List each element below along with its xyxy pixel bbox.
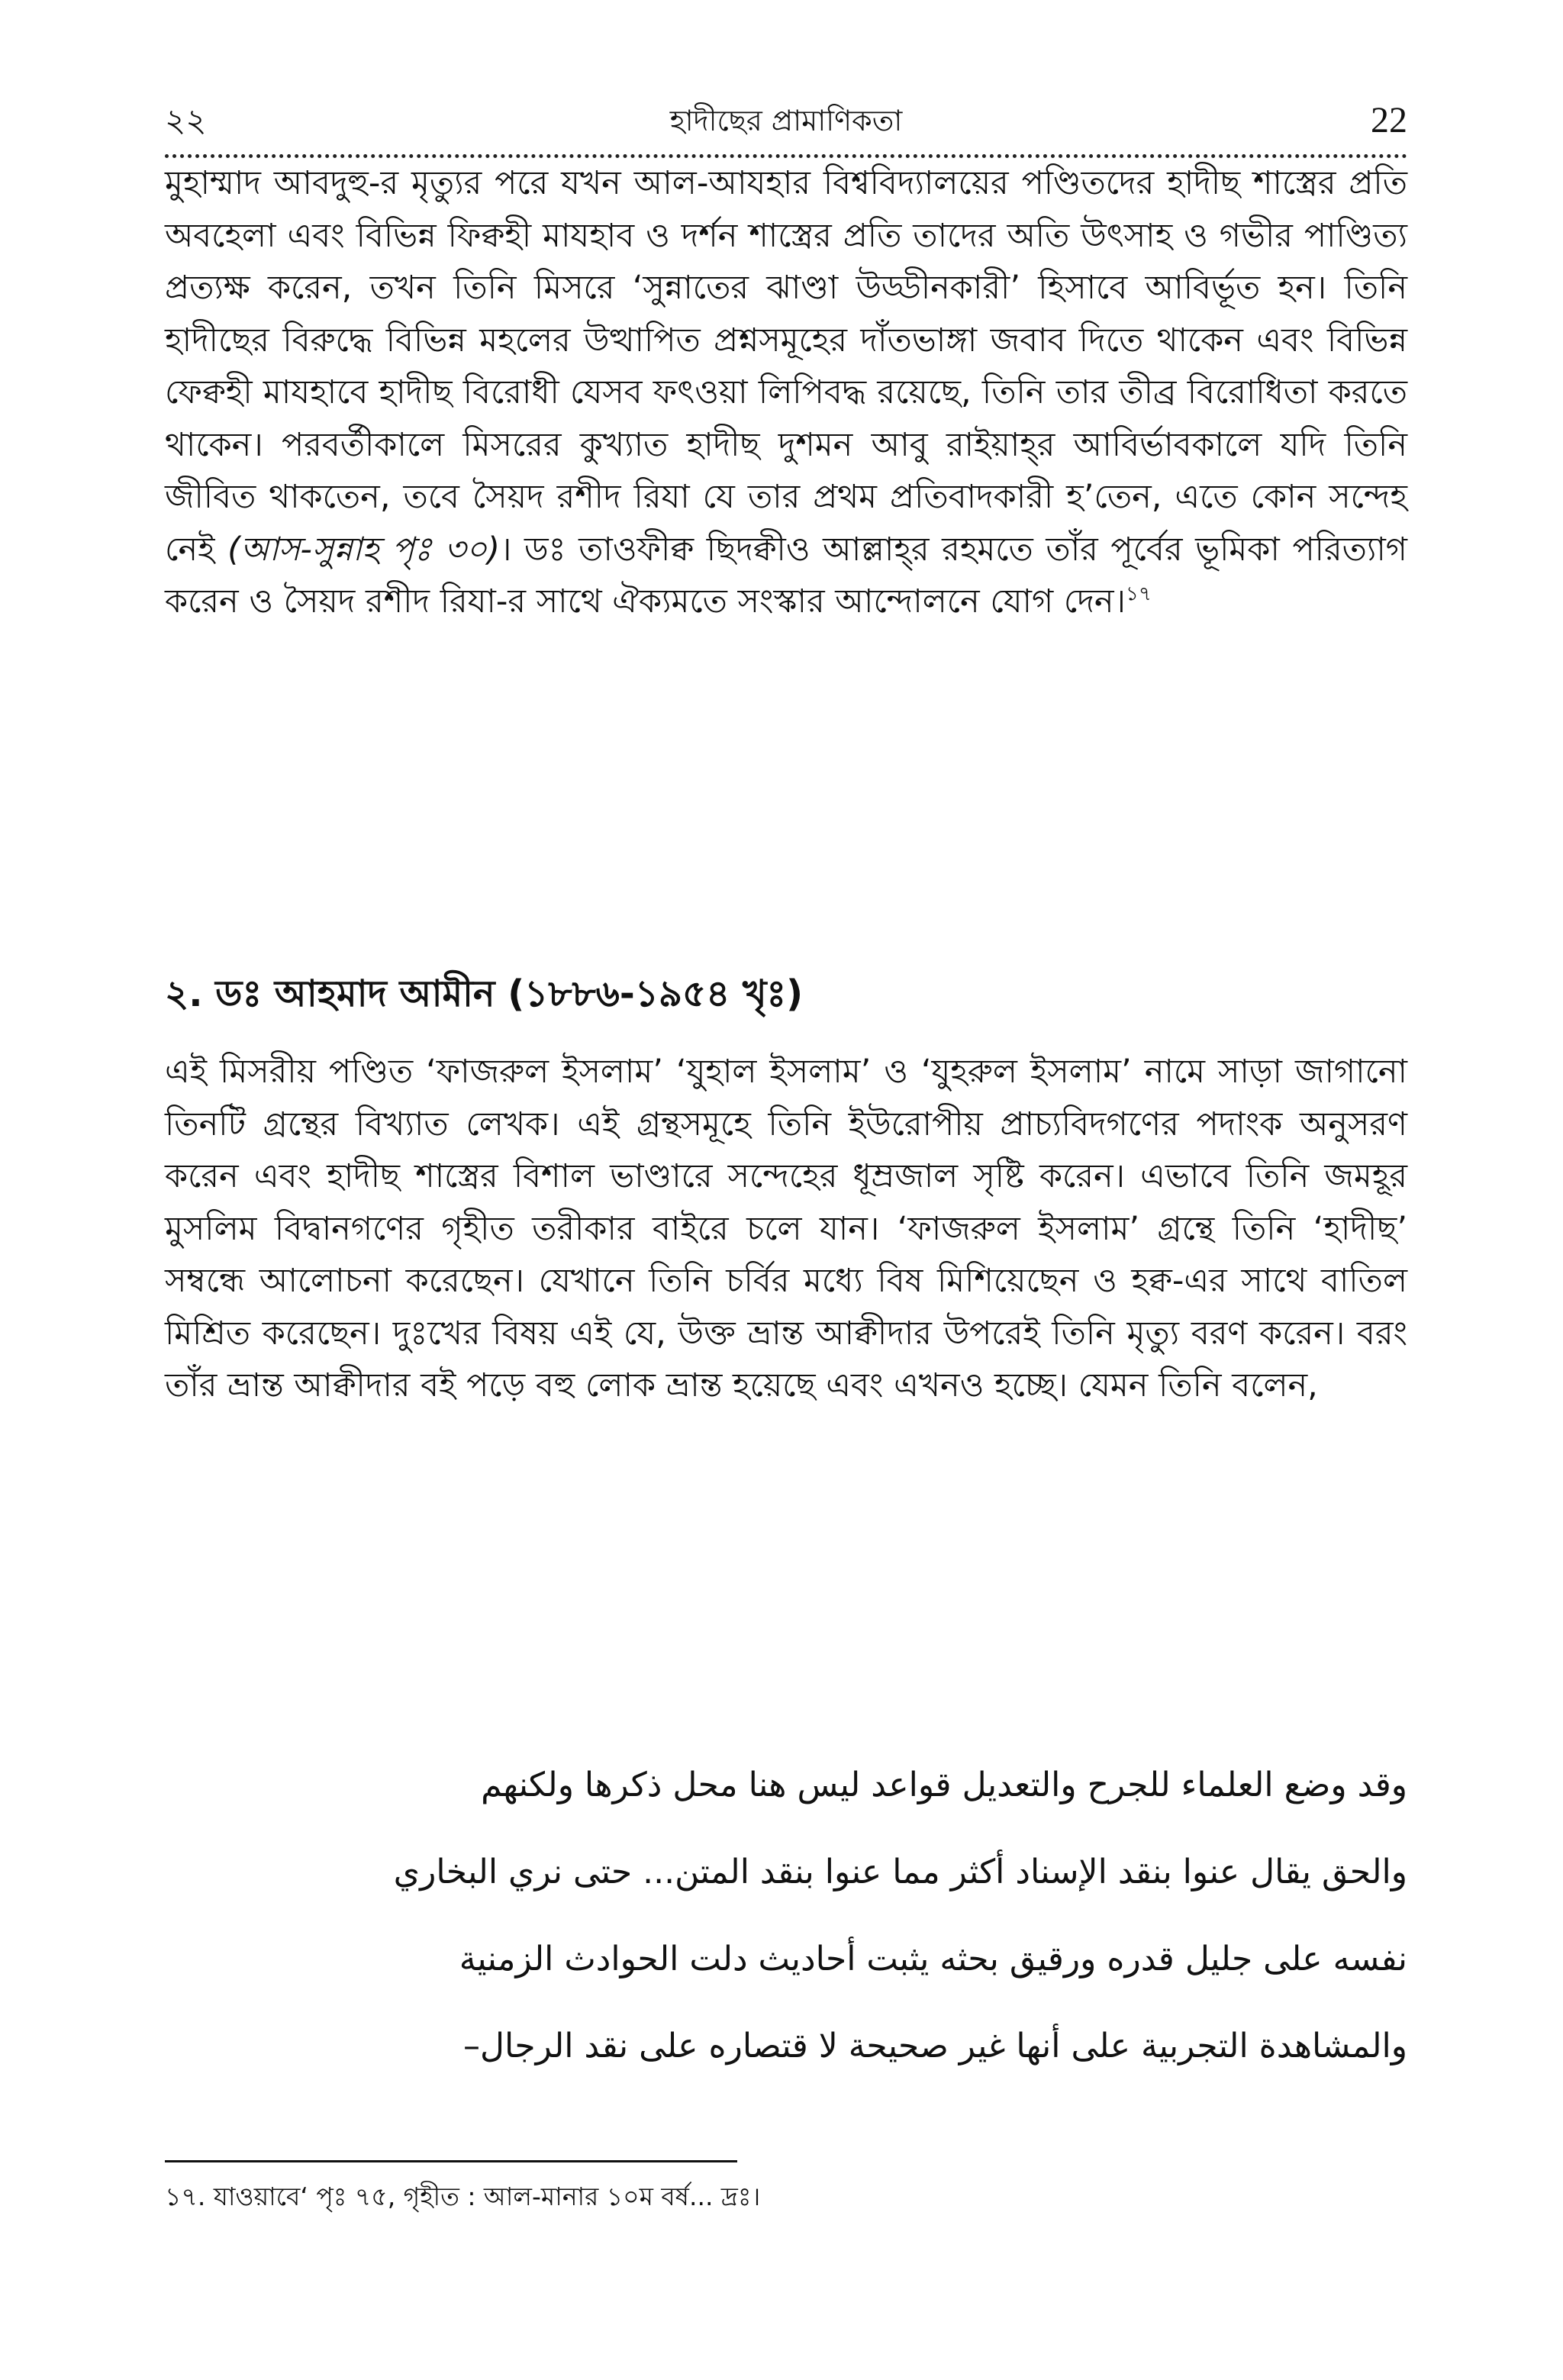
paragraph-1-tail: । ডঃ তাওফীক্ব ছিদক্বীও আল্লাহ্‌র রহমতে তাঁর পূর্বের ভূমিকা পরিত্যাগ করেন ও সৈয়দ রশীদ রিযা-র সাথে ঐক্যমতে সংস্কার আন্দোলনে যোগ দেন।: [165, 530, 1407, 621]
footnote-reference: ১৭: [1125, 582, 1152, 606]
paragraph-2: [165, 1046, 1407, 1412]
paragraph-1-text: [165, 157, 1407, 628]
arabic-line: والمشاهدة التجربية على أنها غير صحيحة لا قتصاره على نقد الرجال–: [463, 2027, 1407, 2066]
section-heading: ২. ডঃ আহমাদ আমীন (১৮৮৬-১৯৫৪ খৃঃ): [165, 972, 804, 1015]
arabic-line: نفسه على جليل قدره ورقيق بحثه يثبت أحاديث دلت الحوادث الزمنية: [459, 1940, 1407, 1978]
paragraph-1-main: মুহাম্মাদ আবদুহু-র মৃত্যুর পরে যখন আল-আযহার বিশ্ববিদ্যালয়ের পণ্ডিতদের হাদীছ শাস্ত্রের প্রতি অবহেলা এবং বিভিন্ন ফিক্বহী মাযহাব ও দর্শন শাস্ত্রের প্রতি তাদের অতি উৎসাহ ও গভীর পাণ্ডিত্য প্রত্যক্ষ করেন, তখন তিনি মিসরে ‘সুন্নাতের ঝাণ্ডা উড্ডীনকারী’ হিসাবে আবির্ভূত হন। তিনি হাদীছের বিরুদ্ধে বিভিন্ন মহলের উত্থাপিত প্রশ্নসমূহের দাঁতভাঙ্গা জবাব দিতে থাকেন এবং বিভিন্ন ফেক্বহী মাযহাবে হাদীছ বিরোধী যেসব ফৎওয়া লিপিবদ্ধ রয়েছে, তিনি তার তীব্র বিরোধিতা করতে থাকেন। পরবর্তীকালে মিসরের কুখ্যাত হাদীছ দুশমন আবু রাইয়াহ্‌র আবির্ভাবকালে যদি তিনি জীবিত থাকতেন, তবে সৈয়দ রশীদ রিযা যে তার প্রথম প্রতিবাদকারী হ’তেন, এতে কোন সন্দেহ নেই: [165, 164, 1407, 569]
footnote: ১৭. যাওয়াবে‘ পৃঃ ৭৫, গৃহীত : আল-মানার ১০ম বর্ষ... দ্রঃ।: [165, 2182, 761, 2211]
arabic-line: والحق يقال عنوا بنقد الإسناد أكثر مما عنوا بنقد المتن... حتى نري البخاري: [393, 1853, 1407, 1891]
arabic-line: وقد وضع العلماء للجرح والتعديل قواعد ليس هنا محل ذكرها ولكنهم: [481, 1766, 1407, 1804]
running-header: [165, 90, 1407, 151]
page-number: 22: [1371, 100, 1407, 140]
paragraph-1: [165, 157, 1407, 628]
running-title: হাদীছের প্রামাণিকতা: [669, 104, 903, 137]
arabic-quotation: [165, 1742, 1407, 2090]
citation: (আস-সুন্নাহ পৃঃ ৩০): [227, 530, 500, 569]
footnote-divider: [165, 2160, 737, 2162]
paragraph-2-text: এই মিসরীয় পণ্ডিত ‘ফাজরুল ইসলাম’ ‘যুহাল ইসলাম’ ও ‘যুহরুল ইসলাম’ নামে সাড়া জাগানো তিনটি গ্রন্থের বিখ্যাত লেখক। এই গ্রন্থসমূহে তিনি ইউরোপীয় প্রাচ্যবিদগণের পদাংক অনুসরণ করেন এবং হাদীছ শাস্ত্রের বিশাল ভাণ্ডারে সন্দেহের ধূম্রজাল সৃষ্টি করেন। এভাবে তিনি জমহূর মুসলিম বিদ্বানগণের গৃহীত তরীকার বাইরে চলে যান। ‘ফাজরুল ইসলাম’ গ্রন্থে তিনি ‘হাদীছ’ সম্বন্ধে আলোচনা করেছেন। যেখানে তিনি চর্বির মধ্যে বিষ মিশিয়েছেন ও হক্ব-এর সাথে বাতিল মিশ্রিত করেছেন। দুঃখের বিষয় এই যে, উক্ত ভ্রান্ত আক্বীদার উপরেই তিনি মৃত্যু বরণ করেন। বরং তাঁর ভ্রান্ত আক্বীদার বই পড়ে বহু লোক ভ্রান্ত হয়েছে এবং এখনও হচ্ছে। যেমন তিনি বলেন,: [165, 1053, 1407, 1404]
page-number-bengali: ২২: [165, 102, 207, 139]
